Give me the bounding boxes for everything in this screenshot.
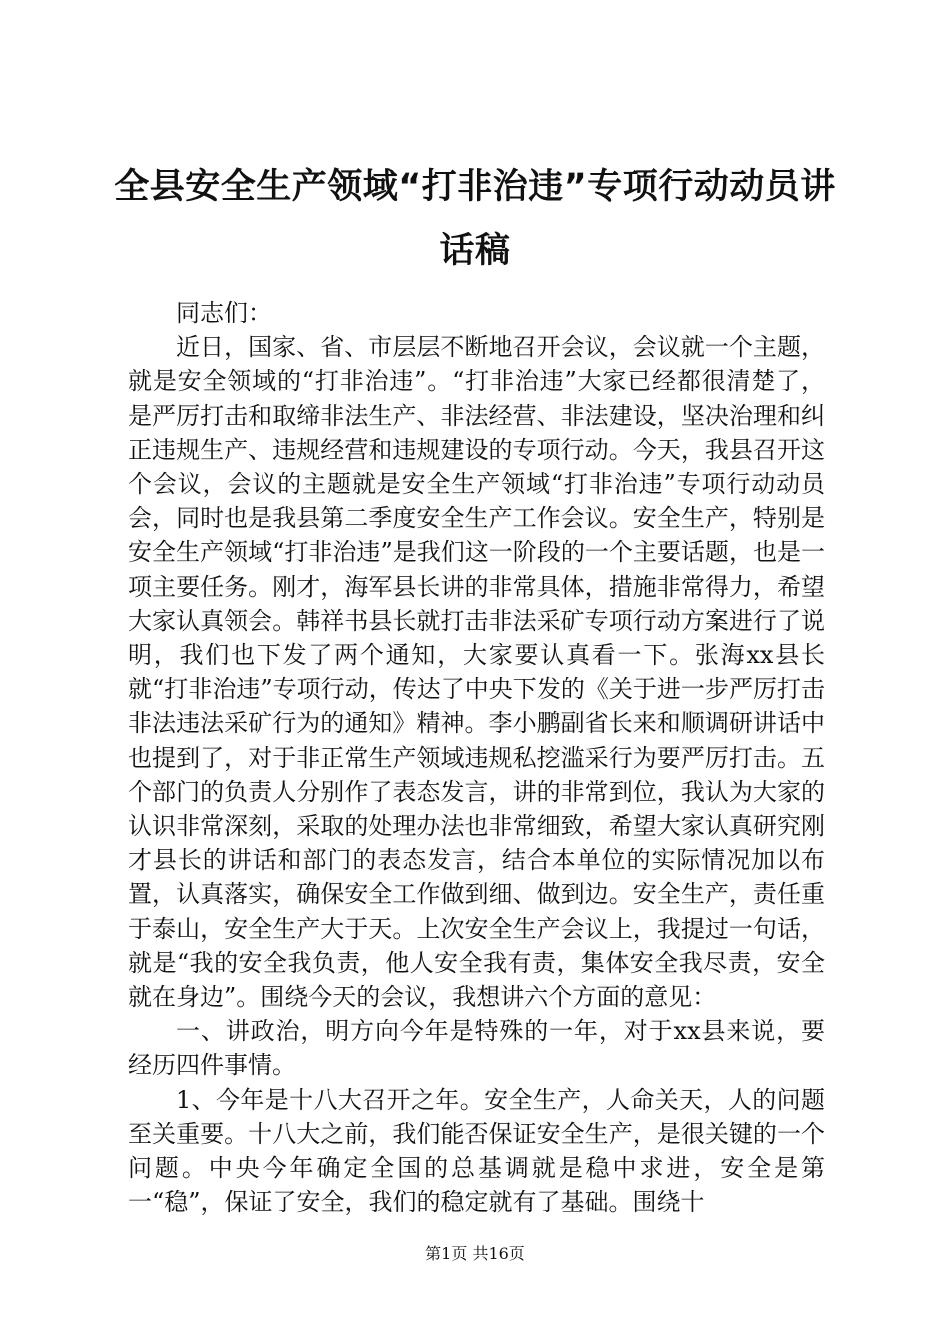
paragraph: 近日，国家、省、市层层不断地召开会议，会议就一个主题，就是安全领域的“打非治违”。“打非治违”大家已经都很清楚了，是严厉打击和取缔非法生产、非法经营、非法建设，坚决治理和纠正违规生产、违规经营和违规建设的专项行动。今天，我县召开这个会议，会议的主题就是安全生产领域“打非治违”专项行动动员会，同时也是我县第二季度安全生产工作会议。安全生产，特别是安全生产领域“打非治违”是我们这一阶段的一个主要话题，也是一项主要任务。刚才，海军县长讲的非常具体，措施非常得力，希望大家认真领会。韩祥书县长就打击非法采矿专项行动方案进行了说明，我们也下发了两个通知，大家要认真看一下。张海xx县长就“打非治违”专项行动，传达了中央下发的《关于进一步严厉打击非法违法采矿行为的通知》精神。李小鹏副省长来和顺调研讲话中也提到了，对于非正常生产领域违规私挖滥采行为要严厉打击。五个部门的负责人分别作了表态发言，讲的非常到位，我认为大家的认识非常深刻，采取的处理办法也非常细致，希望大家认真研究刚才县长的讲话和部门的表态发言，结合本单位的实际情况加以布置，认真落实，确保安全工作做到细、做到边。安全生产，责任重于泰山，安全生产大于天。上次安全生产会议上，我提过一句话，就是“我的安全我负责，他人安全我有责，集体安全我尽责，安全就在身边”。围绕今天的会议，我想讲六个方面的意见： [128,333,825,1012]
paragraph: 1、今年是十八大召开之年。安全生产，人命关天，人的问题至关重要。十八大之前，我们能否保证安全生产，是很关键的一个问题。中央今年确定全国的总基调就是稳中求进，安全是第一“稳”，保证了安全，我们的稳定就有了基础。围绕十 [128,1085,825,1217]
document-body [128,296,825,1219]
salutation: 同志们： [176,299,272,327]
page-footer: 第1页 共16页 [425,1244,525,1263]
document-title: 全县安全生产领域“打非治违”专项行动动员讲话稿 [114,167,836,271]
paragraph: 一、讲政治，明方向今年是特殊的一年，对于xx县来说，要经历四件事情。 [128,1017,825,1080]
